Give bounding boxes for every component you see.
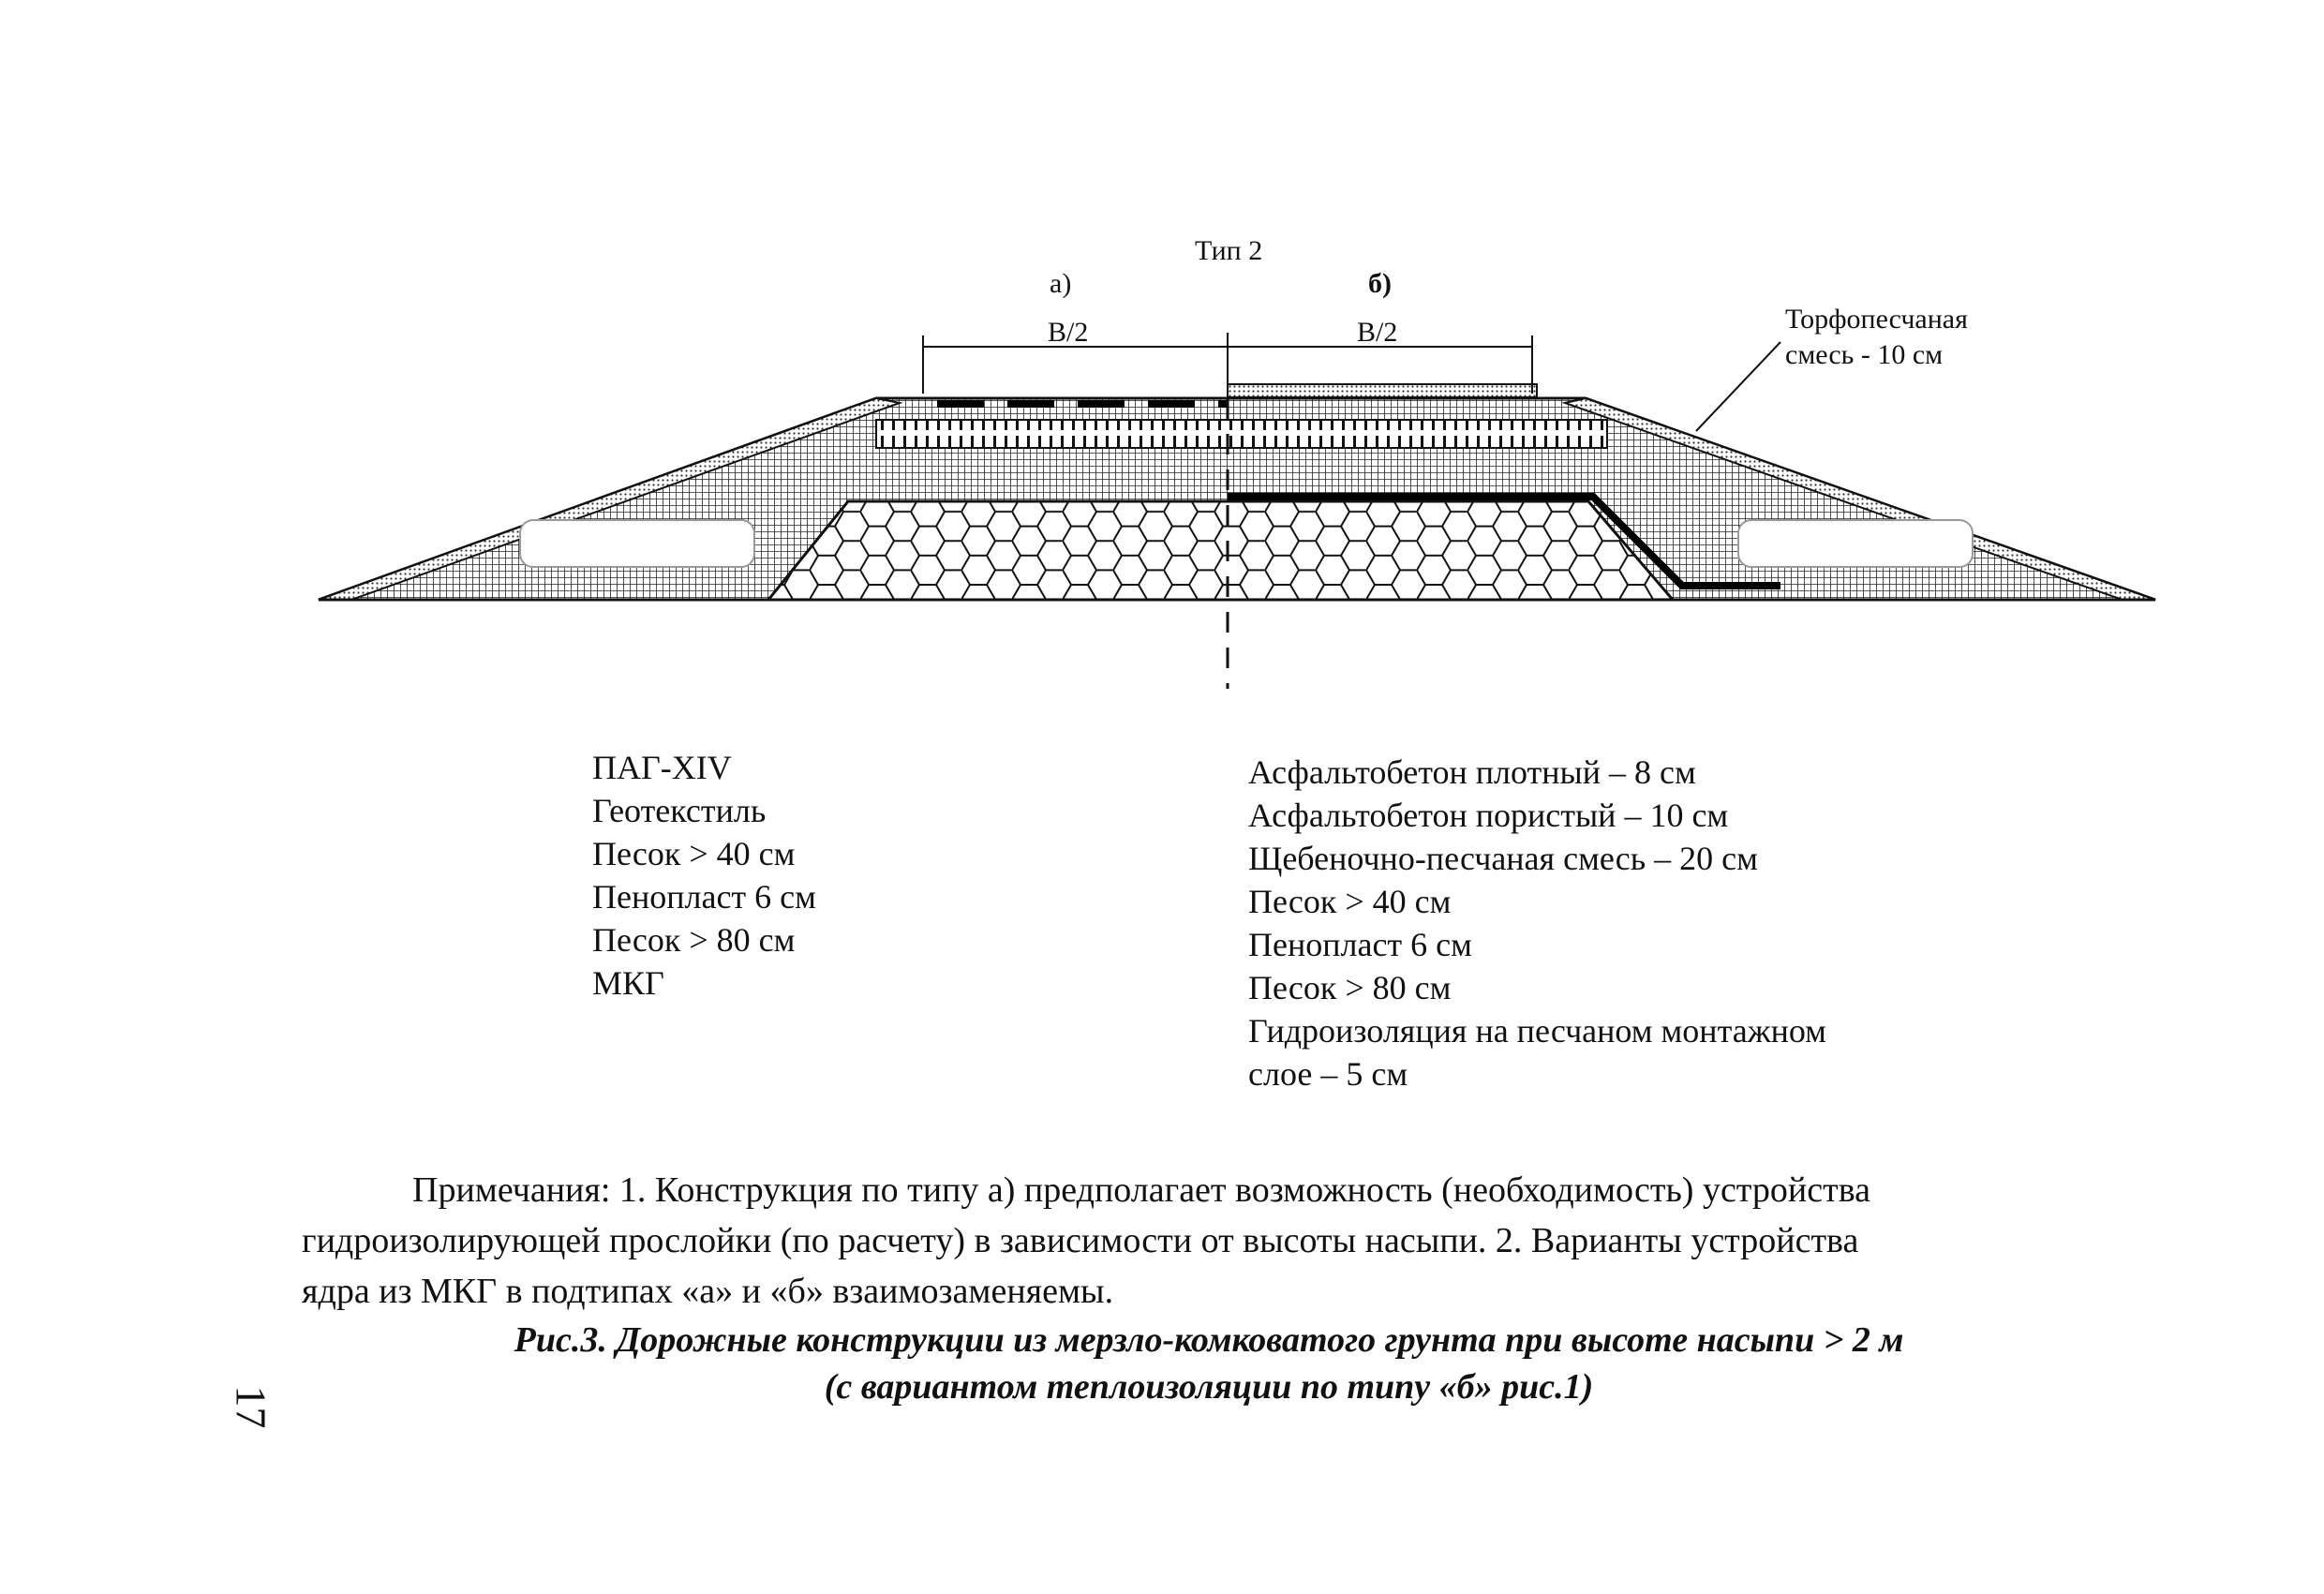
asphalt-layers [1228, 384, 1537, 397]
legend-b-item: слое – 5 см [1248, 1055, 1408, 1093]
notes-line-1: Примечания: 1. Конструкция по типу а) предполагает возможность (необходимость) устройства [412, 1170, 1870, 1210]
legend-b-item: Гидроизоляция на песчаном монтажном [1248, 1012, 1826, 1050]
page-number: 17 [227, 1385, 276, 1429]
figure-caption-line-2: (с вариантом теплоизоляции по типу «б» рис.1) [824, 1367, 1594, 1407]
legend-b-item: Асфальтобетон пористый – 10 см [1248, 797, 1729, 834]
legend-b-item: Щебеночно-песчаная смесь – 20 см [1248, 840, 1758, 877]
variant-b-label: б) [1368, 268, 1392, 299]
legend-a-item: ПАГ-XIV [592, 749, 732, 786]
type-label: Тип 2 [1195, 235, 1263, 266]
legend-b-item: Пенопласт 6 см [1248, 926, 1472, 963]
dimension-b-label: B/2 [1357, 317, 1398, 348]
legend-b-item: Асфальтобетон плотный – 8 см [1248, 753, 1696, 791]
legend-variant-a [592, 746, 816, 1005]
embankment-cross-section [0, 0, 2324, 712]
legend-b-item: Песок > 40 см [1248, 883, 1452, 920]
legend-variant-b [1248, 751, 1826, 1095]
variant-a-label: а) [1050, 268, 1072, 299]
callout-line-1: Торфопесчаная [1785, 304, 1968, 335]
callout-leader [1696, 342, 1780, 431]
legend-a-item: Геотекстиль [592, 792, 767, 829]
figure-caption-line-1: Рис.3. Дорожные конструкции из мерзло-комковатого грунта при высоте насыпи > 2 м [514, 1320, 1904, 1360]
legend-a-item: Песок > 40 см [592, 835, 796, 872]
notes-line-2: гидроизолирующей прослойки (по расчету) в зависимости от высоты насыпи. 2. Варианты устройства [302, 1221, 1859, 1260]
legend-b-item: Песок > 80 см [1248, 969, 1452, 1006]
legend-a-item: Пенопласт 6 см [592, 878, 816, 916]
right-insulation-pad [1738, 520, 1973, 567]
notes-line-3: ядра из МКГ в подтипах «а» и «б» взаимозаменяемы. [302, 1272, 1114, 1311]
mkg-core [768, 501, 1673, 600]
legend-a-item: МКГ [592, 964, 664, 1002]
foam-layer [876, 420, 1607, 448]
legend-a-item: Песок > 80 см [592, 921, 796, 959]
road-plates [937, 400, 1228, 408]
callout-line-2: смесь - 10 см [1785, 339, 1944, 370]
dimension-a-label: B/2 [1048, 317, 1089, 348]
left-insulation-pad [520, 520, 754, 567]
